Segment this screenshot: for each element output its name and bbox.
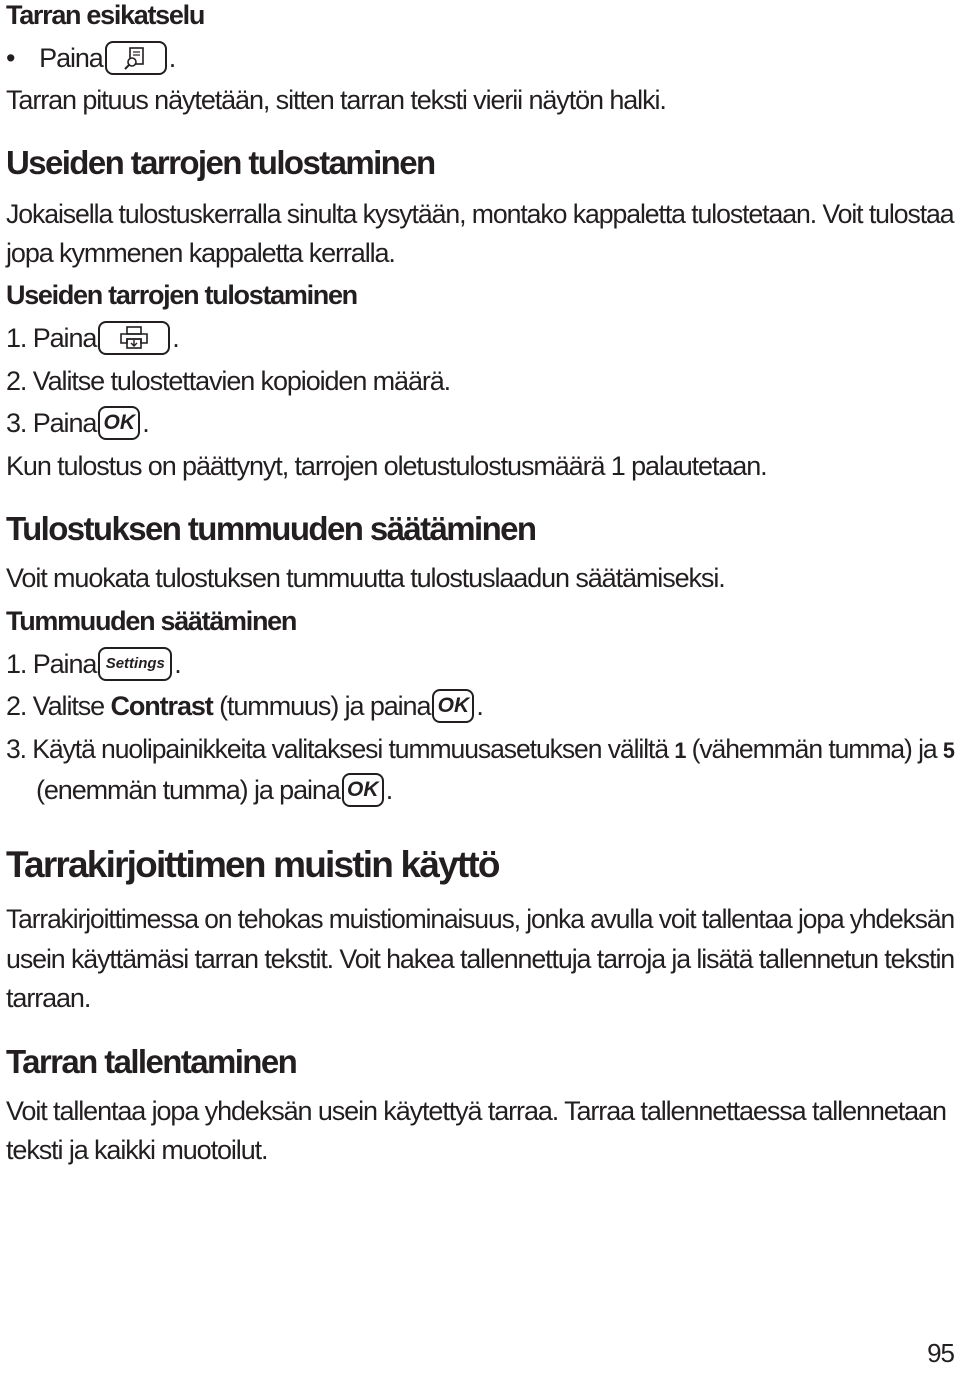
page-number: 95 — [927, 1338, 954, 1368]
ok-key-icon: OK — [98, 406, 140, 440]
contrast-min-value: 1 — [674, 738, 686, 763]
contrast-step2: 2. Valitse Contrast (tummuus) ja paina OK . — [6, 686, 483, 726]
ok-key-icon: OK — [432, 689, 474, 723]
memory-heading: Tarrakirjoittimen muistin käyttö — [6, 844, 499, 885]
save-line2: teksti ja kaikki muotoilut. — [6, 1135, 268, 1165]
multi-step2: 2. Valitse tulostettavien kopioiden määrä. — [6, 366, 451, 396]
multi-step1: 1. Paina . — [6, 318, 179, 358]
ok-key-icon: OK — [342, 773, 384, 807]
settings-key-icon: Settings — [98, 647, 172, 681]
contrast-heading: Tulostuksen tummuuden säätäminen — [6, 510, 536, 547]
preview-step-text: Paina — [39, 43, 103, 73]
print-key-icon — [98, 321, 170, 355]
bullet: • — [6, 43, 15, 73]
contrast-intro: Voit muokata tulostuksen tummuutta tulostuslaadun säätämiseksi. — [6, 563, 725, 593]
save-heading: Tarran tallentaminen — [6, 1043, 297, 1080]
multi-intro-line2: jopa kymmenen kappaletta kerralla. — [6, 238, 395, 268]
contrast-option: Contrast — [110, 691, 213, 721]
contrast-step1: 1. Paina Settings . — [6, 644, 181, 684]
contrast-max-value: 5 — [942, 738, 954, 763]
memory-line1: Tarrakirjoittimessa on tehokas muistiominaisuus, jonka avulla voit tallentaa jopa yhdeksän — [6, 904, 955, 934]
preview-step: • Paina . — [6, 38, 175, 78]
multi-note: Kun tulostus on päättynyt, tarrojen oletustulostusmäärä 1 palautetaan. — [6, 451, 767, 481]
memory-line3: tarraan. — [6, 983, 91, 1013]
save-line1: Voit tallentaa jopa yhdeksän usein käytettyä tarraa. Tarraa tallennettaessa tallennetaan — [6, 1096, 946, 1126]
contrast-step3-line2: (enemmän tumma) ja paina OK . — [6, 770, 392, 810]
contrast-step3-line1: 3. Käytä nuolipainikkeita valitaksesi tummuusasetuksen väliltä 1 (vähemmän tumma) ja 5 — [6, 734, 954, 764]
preview-heading: Tarran esikatselu — [6, 0, 205, 30]
contrast-subheading: Tummuuden säätäminen — [6, 606, 297, 636]
multi-intro-line1: Jokaisella tulostuskerralla sinulta kysytään, montako kappaletta tulostetaan. Voit tulostaa — [6, 199, 954, 229]
multi-heading: Useiden tarrojen tulostaminen — [6, 144, 435, 181]
multi-step3: 3. Paina OK . — [6, 403, 149, 443]
preview-key-icon — [105, 41, 167, 75]
preview-note: Tarran pituus näytetään, sitten tarran teksti vierii näytön halki. — [6, 85, 666, 115]
memory-line2: usein käyttämäsi tarran tekstit. Voit hakea tallennettuja tarroja ja lisätä tallennetun tekstin — [6, 944, 955, 974]
multi-subheading: Useiden tarrojen tulostaminen — [6, 280, 357, 310]
